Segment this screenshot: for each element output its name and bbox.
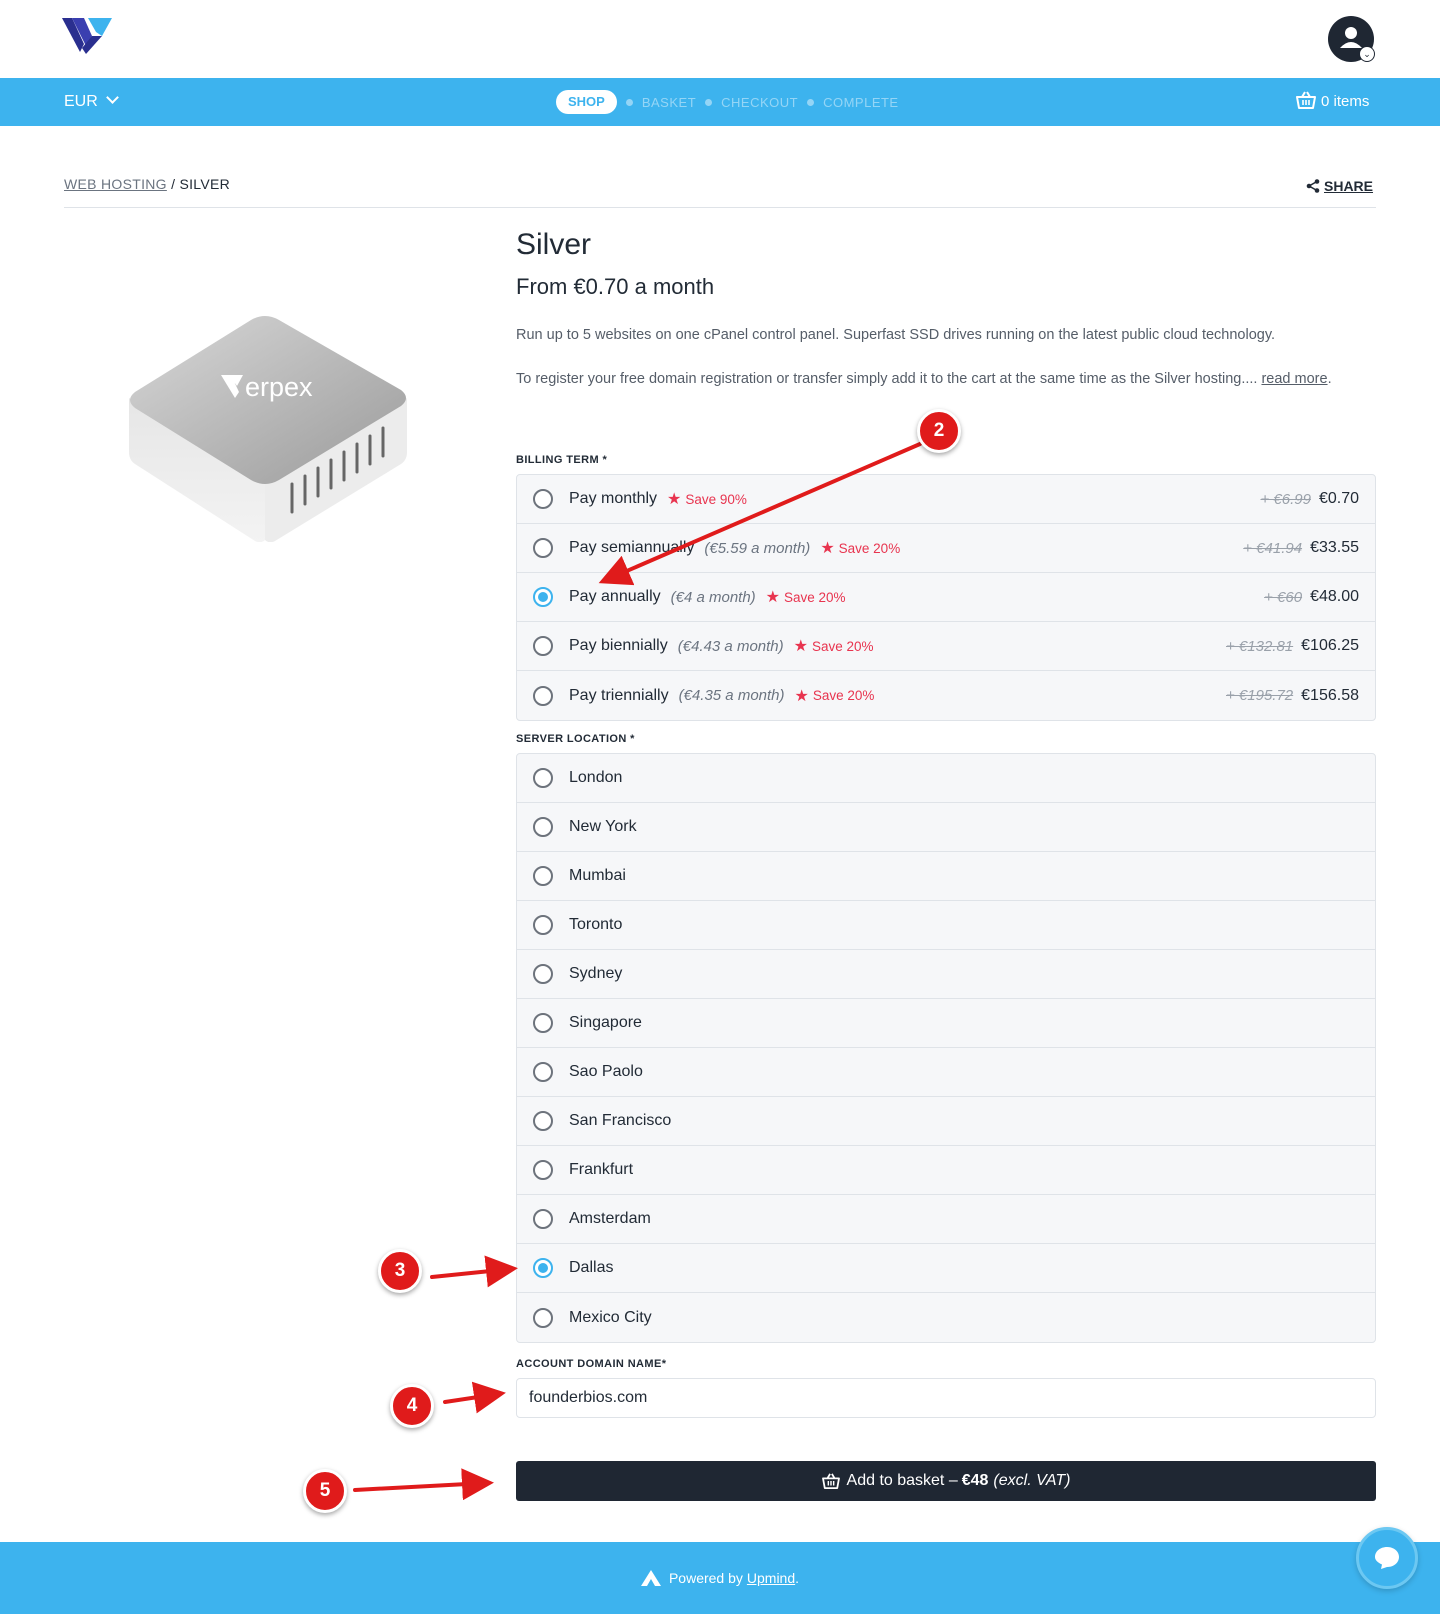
radio-button[interactable] [533, 636, 553, 656]
product-details [516, 228, 1376, 391]
add-button-amount: €48 [961, 1472, 989, 1489]
billing-option-label: Pay semiannually [569, 539, 695, 556]
location-option-label: Singapore [569, 1014, 642, 1031]
savings-badge [667, 489, 747, 509]
step-dot [705, 99, 712, 106]
old-price: + €41.94 [1243, 539, 1303, 557]
location-option-label: Dallas [569, 1259, 614, 1276]
old-price: + €132.81 [1226, 637, 1294, 655]
billing-price [1226, 637, 1359, 655]
savings-text: Save 20% [838, 540, 901, 556]
radio-button[interactable] [533, 1111, 553, 1131]
savings-text: Save 20% [812, 688, 875, 703]
billing-term-options [516, 474, 1376, 721]
annotation-badge-5: 5 [303, 1469, 347, 1513]
annotation-badge-4: 4 [390, 1384, 434, 1428]
new-price: €48.00 [1310, 588, 1359, 605]
old-price: + €60 [1264, 588, 1303, 606]
radio-button[interactable] [533, 866, 553, 886]
new-price: €33.55 [1310, 539, 1359, 556]
step-checkout: CHECKOUT [721, 94, 799, 110]
step-dot [626, 99, 633, 106]
server-location-label: SERVER LOCATION * [516, 733, 635, 745]
location-option-label: Sydney [569, 965, 623, 982]
share-icon [1306, 179, 1320, 193]
star-icon: ★ [793, 638, 808, 655]
billing-option[interactable] [517, 671, 1375, 720]
new-price: €156.58 [1301, 686, 1359, 704]
location-option[interactable] [517, 852, 1375, 901]
product-title: Silver [516, 228, 592, 261]
radio-button[interactable] [533, 489, 553, 509]
location-option[interactable] [517, 1244, 1375, 1293]
savings-badge [766, 587, 846, 607]
radio-button[interactable] [533, 817, 553, 837]
location-option-label: San Francisco [569, 1112, 672, 1129]
basket-icon [1296, 91, 1316, 109]
location-option-label: Frankfurt [569, 1161, 634, 1178]
radio-button[interactable] [533, 1258, 553, 1278]
new-price: €106.25 [1301, 637, 1359, 654]
billing-option[interactable] [517, 622, 1375, 671]
radio-button[interactable] [533, 1209, 553, 1229]
cart-count: 0 items [1321, 93, 1370, 110]
location-option-label: Toronto [569, 916, 623, 933]
radio-button[interactable] [533, 915, 553, 935]
location-option[interactable] [517, 1293, 1375, 1342]
billing-option-label: Pay monthly [569, 490, 658, 507]
checkout-steps [556, 90, 899, 114]
breadcrumb [64, 176, 230, 192]
breadcrumb-web-hosting[interactable]: WEB HOSTING [64, 176, 167, 192]
radio-button[interactable] [533, 1062, 553, 1082]
star-icon: ★ [794, 687, 809, 705]
billing-price [1243, 539, 1359, 557]
chevron-down-icon[interactable]: ⌄ [1359, 46, 1375, 62]
star-icon: ★ [667, 491, 682, 508]
upmind-link[interactable]: Upmind [746, 1570, 796, 1586]
billing-option[interactable] [517, 524, 1375, 573]
domain-name-input[interactable] [516, 1378, 1376, 1418]
savings-badge [794, 636, 874, 656]
annotation-badge-3: 3 [378, 1249, 422, 1293]
billing-per-month: (€4 a month) [670, 588, 756, 606]
chat-widget-button[interactable] [1356, 1527, 1418, 1589]
top-header [0, 0, 1440, 78]
billing-price [1264, 588, 1359, 606]
currency-label: EUR [64, 93, 98, 110]
breadcrumb-separator: / [171, 176, 176, 192]
currency-selector[interactable] [64, 78, 117, 126]
location-option[interactable] [517, 999, 1375, 1048]
billing-price [1260, 490, 1359, 508]
server-location-options [516, 753, 1376, 1343]
old-price: + €195.72 [1226, 687, 1294, 704]
savings-badge [795, 686, 875, 706]
step-basket: BASKET [641, 94, 697, 110]
billing-per-month: (€5.59 a month) [704, 539, 811, 557]
step-shop: SHOP [556, 90, 617, 114]
product-price-from: From €0.70 a month [516, 274, 715, 299]
step-complete: COMPLETE [823, 94, 899, 110]
main-navbar [0, 78, 1440, 126]
location-option[interactable] [517, 1195, 1375, 1244]
new-price: €0.70 [1318, 490, 1359, 507]
footer [0, 1542, 1440, 1614]
savings-text: Save 20% [811, 638, 874, 654]
chat-bubble-icon [1374, 1546, 1400, 1570]
verpex-logo-icon[interactable] [62, 16, 114, 56]
add-to-basket-button[interactable] [516, 1461, 1376, 1501]
location-option[interactable] [517, 1097, 1375, 1146]
radio-button[interactable] [533, 686, 553, 706]
breadcrumb-divider [64, 207, 1376, 208]
savings-text: Save 90% [685, 491, 747, 507]
location-option[interactable] [517, 1146, 1375, 1195]
savings-text: Save 20% [784, 589, 846, 605]
basket-icon [822, 1473, 840, 1489]
cart-button[interactable] [1296, 78, 1369, 126]
billing-per-month: (€4.35 a month) [678, 687, 785, 704]
radio-button[interactable] [533, 1013, 553, 1033]
radio-button[interactable] [533, 587, 553, 607]
product-description: Run up to 5 websites on one cPanel control panel. Superfast SSD drives running on the latest public cloud technology. [516, 327, 1276, 343]
product-description-more [516, 368, 1376, 391]
upmind-logo-icon [641, 1570, 661, 1586]
location-option[interactable] [517, 754, 1375, 803]
add-button-vat: (excl. VAT) [993, 1472, 1071, 1489]
location-option[interactable] [517, 950, 1375, 999]
description-text: To register your free domain registration or transfer simply add it to the cart at the same time as the Silver hosting.... [516, 371, 1262, 387]
old-price: + €6.99 [1260, 490, 1311, 508]
location-option-label: New York [569, 818, 637, 835]
step-dot [807, 99, 814, 106]
billing-price [1226, 687, 1359, 705]
location-option-label: London [569, 769, 623, 786]
radio-button[interactable] [533, 1308, 553, 1328]
add-button-prefix: Add to basket – [846, 1472, 958, 1489]
billing-option-label: Pay triennially [569, 686, 669, 704]
billing-option[interactable] [517, 475, 1375, 524]
billing-option-label: Pay annually [569, 588, 661, 605]
read-more-link[interactable]: read more [1261, 371, 1328, 387]
share-link[interactable] [1306, 178, 1373, 194]
star-icon: ★ [820, 540, 835, 557]
location-option[interactable] [517, 1048, 1375, 1097]
billing-option[interactable] [517, 573, 1375, 622]
share-label: SHARE [1324, 178, 1374, 194]
radio-button[interactable] [533, 538, 553, 558]
radio-button[interactable] [533, 1160, 553, 1180]
location-option-label: Mexico City [569, 1308, 652, 1326]
server-box-image [125, 312, 415, 542]
radio-button[interactable] [533, 768, 553, 788]
chevron-down-icon [106, 91, 119, 104]
radio-button[interactable] [533, 964, 553, 984]
billing-term-label: BILLING TERM * [516, 454, 608, 466]
domain-name-label: ACCOUNT DOMAIN NAME* [516, 1358, 667, 1370]
read-more-period: . [1327, 371, 1332, 387]
billing-option-label: Pay biennially [569, 637, 668, 654]
footer-period: . [795, 1570, 800, 1586]
powered-by-text: Powered by [668, 1570, 743, 1586]
location-option[interactable] [517, 803, 1375, 852]
annotation-badge-2: 2 [917, 409, 961, 453]
server-brand-text: erpex [245, 372, 313, 402]
breadcrumb-current: SILVER [179, 176, 231, 192]
location-option[interactable] [517, 901, 1375, 950]
location-option-label: Amsterdam [569, 1210, 651, 1227]
star-icon: ★ [765, 589, 781, 606]
location-option-label: Mumbai [569, 867, 626, 884]
location-option-label: Sao Paolo [569, 1063, 643, 1080]
billing-per-month: (€4.43 a month) [677, 637, 784, 655]
savings-badge [820, 538, 900, 558]
